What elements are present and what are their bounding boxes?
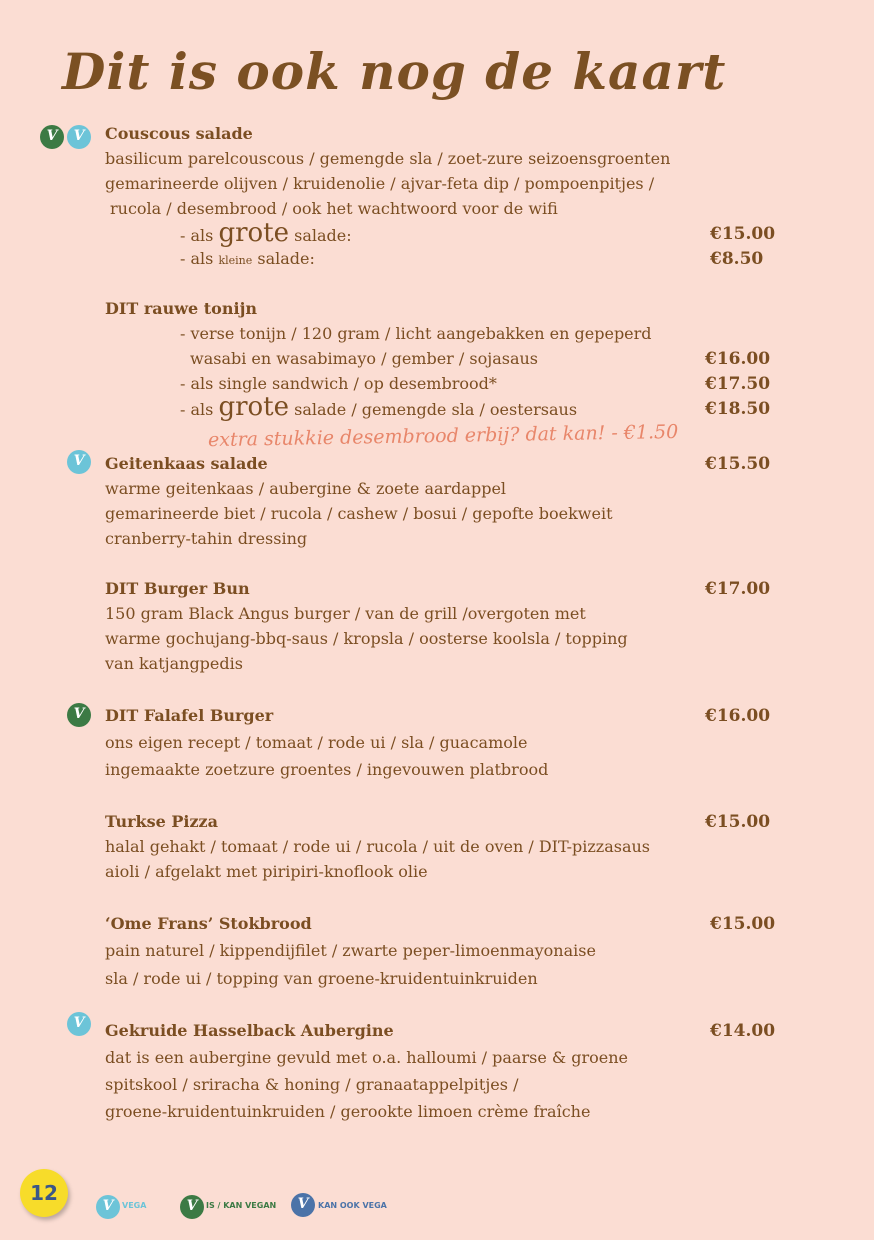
geitenkaas-line-3: cranberry-tahin dressing <box>105 529 308 548</box>
option-prefix: - als <box>180 400 214 419</box>
option-size: grote <box>218 218 290 248</box>
aubergine-name: Gekruide Hasselback Aubergine <box>105 1021 394 1040</box>
tonijn-price-3: €18.50 <box>705 399 771 419</box>
couscous-name: Couscous salade <box>105 124 253 143</box>
ook-vega-badge-icon: V <box>291 1193 315 1217</box>
vegan-badge-icon: V <box>40 125 64 149</box>
burger-line-1: 150 gram Black Angus burger / van de grill /overgoten met <box>105 604 586 623</box>
vegan-badge-icon: V <box>180 1195 204 1219</box>
stokbrood-name: ‘Ome Frans’ Stokbrood <box>105 914 312 933</box>
geitenkaas-line-2: gemarineerde biet / rucola / cashew / bosui / gepofte boekweit <box>105 504 613 523</box>
couscous-price-small: €8.50 <box>710 249 764 269</box>
tonijn-line-3: - als single sandwich / op desembrood* <box>180 374 497 393</box>
pizza-line-1: halal gehakt / tomaat / rode ui / rucola / uit de oven / DIT-pizzasaus <box>105 837 651 856</box>
couscous-line-3: rucola / desembrood / ook het wachtwoord voor de wifi <box>110 199 558 218</box>
option-prefix: - als <box>180 249 214 268</box>
aubergine-price: €14.00 <box>710 1021 776 1041</box>
option-suffix: salade / gemengde sla / oestersaus <box>294 400 578 419</box>
geitenkaas-price: €15.50 <box>705 454 771 474</box>
option-suffix: salade: <box>257 249 315 268</box>
vega-badge-icon: V <box>67 1012 91 1036</box>
tonijn-line-1: - verse tonijn / 120 gram / licht aangebakken en gepeperd <box>180 324 652 343</box>
option-size: kleine <box>218 254 253 267</box>
pizza-name: Turkse Pizza <box>105 812 218 831</box>
couscous-option-small <box>180 249 315 268</box>
falafel-price: €16.00 <box>705 706 771 726</box>
falafel-line-1: ons eigen recept / tomaat / rode ui / sla / guacamole <box>105 733 528 752</box>
stokbrood-line-2: sla / rode ui / topping van groene-kruidentuinkruiden <box>105 969 538 988</box>
extra-bread-note: extra stukkie desembrood erbij? dat kan! - €1.50 <box>207 420 679 452</box>
option-prefix: - als <box>180 226 214 245</box>
geitenkaas-name: Geitenkaas salade <box>105 454 268 473</box>
stokbrood-price: €15.00 <box>710 914 776 934</box>
burger-line-3: van katjangpedis <box>105 654 243 673</box>
tonijn-name: DIT rauwe tonijn <box>105 299 257 318</box>
aubergine-line-1: dat is een aubergine gevuld met o.a. halloumi / paarse & groene <box>105 1048 628 1067</box>
aubergine-line-2: spitskool / sriracha & honing / granaatappelpitjes / <box>105 1075 519 1094</box>
falafel-name: DIT Falafel Burger <box>105 706 274 725</box>
couscous-line-1: basilicum parelcouscous / gemengde sla / zoet-zure seizoensgroenten <box>105 149 671 168</box>
burger-line-2: warme gochujang-bbq-saus / kropsla / oosterse koolsla / topping <box>105 629 628 648</box>
legend-vega: VEGA <box>122 1201 147 1210</box>
aubergine-line-3: groene-kruidentuinkruiden / gerookte limoen crème fraîche <box>105 1102 591 1121</box>
legend-ook-vega: KAN OOK VEGA <box>318 1201 387 1210</box>
legend-vegan: IS / KAN VEGAN <box>206 1201 277 1210</box>
vega-badge-icon: V <box>67 450 91 474</box>
burger-name: DIT Burger Bun <box>105 579 250 598</box>
tonijn-line-4 <box>180 392 577 422</box>
pizza-line-2: aioli / afgelakt met piripiri-knoflook olie <box>105 862 428 881</box>
page-number: 12 <box>20 1169 68 1217</box>
burger-price: €17.00 <box>705 579 771 599</box>
vega-badge-icon: V <box>96 1195 120 1219</box>
couscous-option-large <box>180 218 352 248</box>
vega-badge-icon: V <box>67 125 91 149</box>
page-title: Dit is ook nog de kaart <box>62 42 727 101</box>
pizza-price: €15.00 <box>705 812 771 832</box>
stokbrood-line-1: pain naturel / kippendijfilet / zwarte peper-limoenmayonaise <box>105 941 596 960</box>
couscous-line-2: gemarineerde olijven / kruidenolie / ajvar-feta dip / pompoenpitjes / <box>105 174 655 193</box>
tonijn-line-2: wasabi en wasabimayo / gember / sojasaus <box>190 349 538 368</box>
falafel-line-2: ingemaakte zoetzure groentes / ingevouwen platbrood <box>105 760 549 779</box>
option-size: grote <box>218 392 290 422</box>
tonijn-price-2: €17.50 <box>705 374 771 394</box>
couscous-price-large: €15.00 <box>710 224 776 244</box>
option-suffix: salade: <box>294 226 352 245</box>
geitenkaas-line-1: warme geitenkaas / aubergine & zoete aardappel <box>105 479 507 498</box>
vegan-badge-icon: V <box>67 703 91 727</box>
tonijn-price-1: €16.00 <box>705 349 771 369</box>
